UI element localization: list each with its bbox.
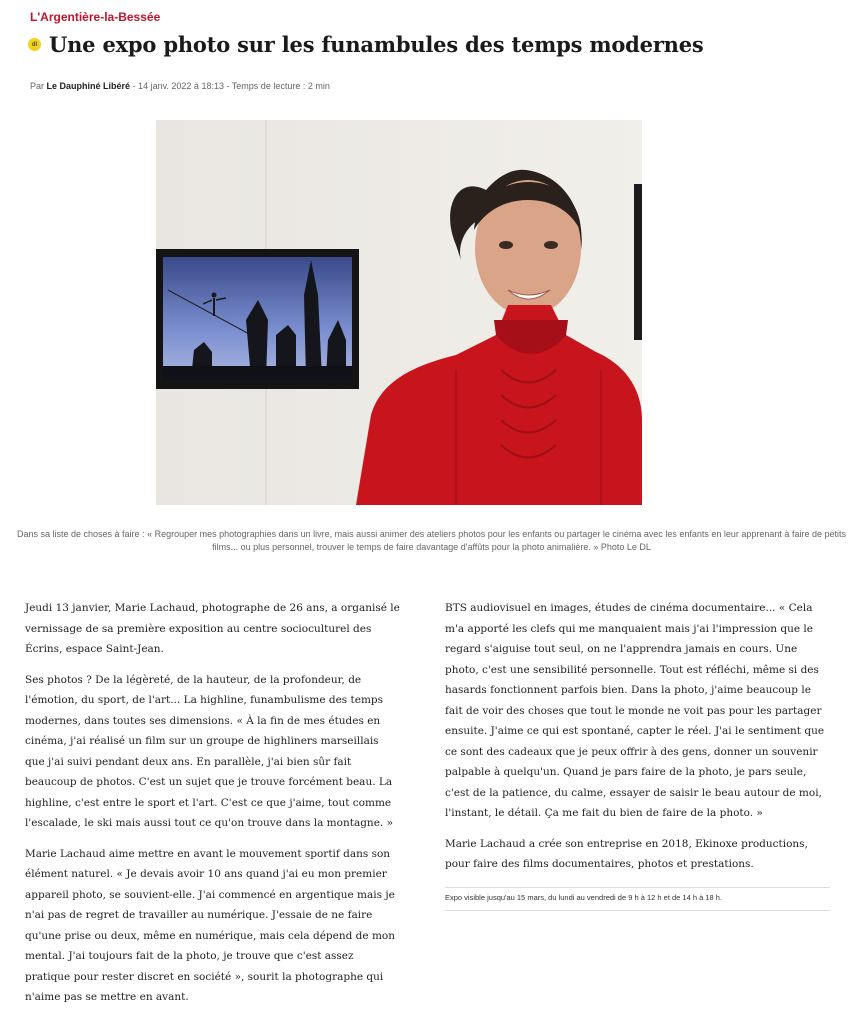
byline [30,81,330,91]
framed-highline-photo [156,249,359,389]
article-body-left [25,598,400,1018]
byline-author[interactable]: Le Dauphiné Libéré [46,81,131,91]
paragraph: Ses photos ? De la légèreté, de la hauteur, de la profondeur, de l'émotion, du sport, de l'art... La highline, funambulisme des temps modernes, dans toutes ses dimensions. « À la fin de mes études en cinéma, j'ai réalisé un film sur un groupe de highliners marseillais que j'ai suivi pendant deux ans. En parallèle, j'ai bien sûr fait beaucoup de photos. C'est un sujet que je trouve forcément beau. La highline, c'est entre le sport et l'art. C'est ce que j'aime, tout comme l'escalade, le ski mais aussi tout ce qu'on trouve dans la montagne. » [25,673,394,829]
edge-frame [634,184,642,340]
article-headline [28,32,848,57]
photo-illustration [156,120,642,505]
article-photo [156,120,642,505]
byline-prefix: Par [30,81,45,91]
paragraph: Marie Lachaud aime mettre en avant le mouvement sportif dans son élément naturel. « Je devais avoir 10 ans quand j'ai eu mon premier appareil photo, se souvient-elle. J'ai commencé en argentique mais je n'ai pas de regret de travailler au numérique. J'essaie de ne faire qu'une prise ou deux, même en numérique, mais cela dépend de mon mental. J'ai toujours fait de la photo, je trouve que c'est assez pratique pour rester discret en société », sourit la photographe qui n'aime pas se mettre en avant. [25,847,395,1003]
article-title: Une expo photo sur les funambules des temps modernes [49,32,704,57]
byline-meta: - 14 janv. 2022 à 18:13 - Temps de lecture : 2 min [132,81,330,91]
paragraph: Jeudi 13 janvier, Marie Lachaud, photographe de 26 ans, a organisé le vernissage de sa première exposition au centre socioculturel des Écrins, espace Saint-Jean. [25,602,400,655]
paragraph: Marie Lachaud a crée son entreprise en 2018, Ekinoxe productions, pour faire des films documentaires, photos et prestations. [445,837,808,870]
paragraph: BTS audiovisuel en images, études de cinéma documentaire... « Cela m'a apporté les clefs qui me manquaient mais j'ai l'impression que le regard s'aiguise tout seul, on ne l'apprendra jamais en cours. Une photo, c'est une sensibilité personnelle. Tout est réfléchi, même si des hasards fonctionnent parfois bien. Dans la photo, j'aime beaucoup le fait de voir des choses que tout le monde ne voit pas pour les partager ensuite. J'aime ce qui est spontané, capter le réel. J'ai le sentiment que ce sont des cadeaux que je peux offrir à des gens, donner un souvenir palpable à quelqu'un. Quand je pars faire de la photo, je pars seule, c'est de la patience, du calme, essayer de saisir le beau autour de moi, l'instant, le détail. Ça me fait du bien de faire de la photo. » [445,602,825,819]
practical-info: Expo visible jusqu'au 15 mars, du lundi au vendredi de 9 h à 12 h et de 14 h à 18 h. [445,887,830,911]
article-body-right [445,598,830,911]
dl-logo-icon: dl [28,38,41,51]
photo-caption: Dans sa liste de choses à faire : « Regrouper mes photographies dans un livre, mais aussi animer des ateliers photos pour les enfants ou partager le cinéma avec les enfants en leur apprenant à faire de petits films... ou plus personnel, trouver le temps de faire davantage d'affûts pour la photo animalière. » Photo Le DL [17,529,846,552]
section-kicker[interactable]: L'Argentière-la-Bessée [30,10,161,24]
